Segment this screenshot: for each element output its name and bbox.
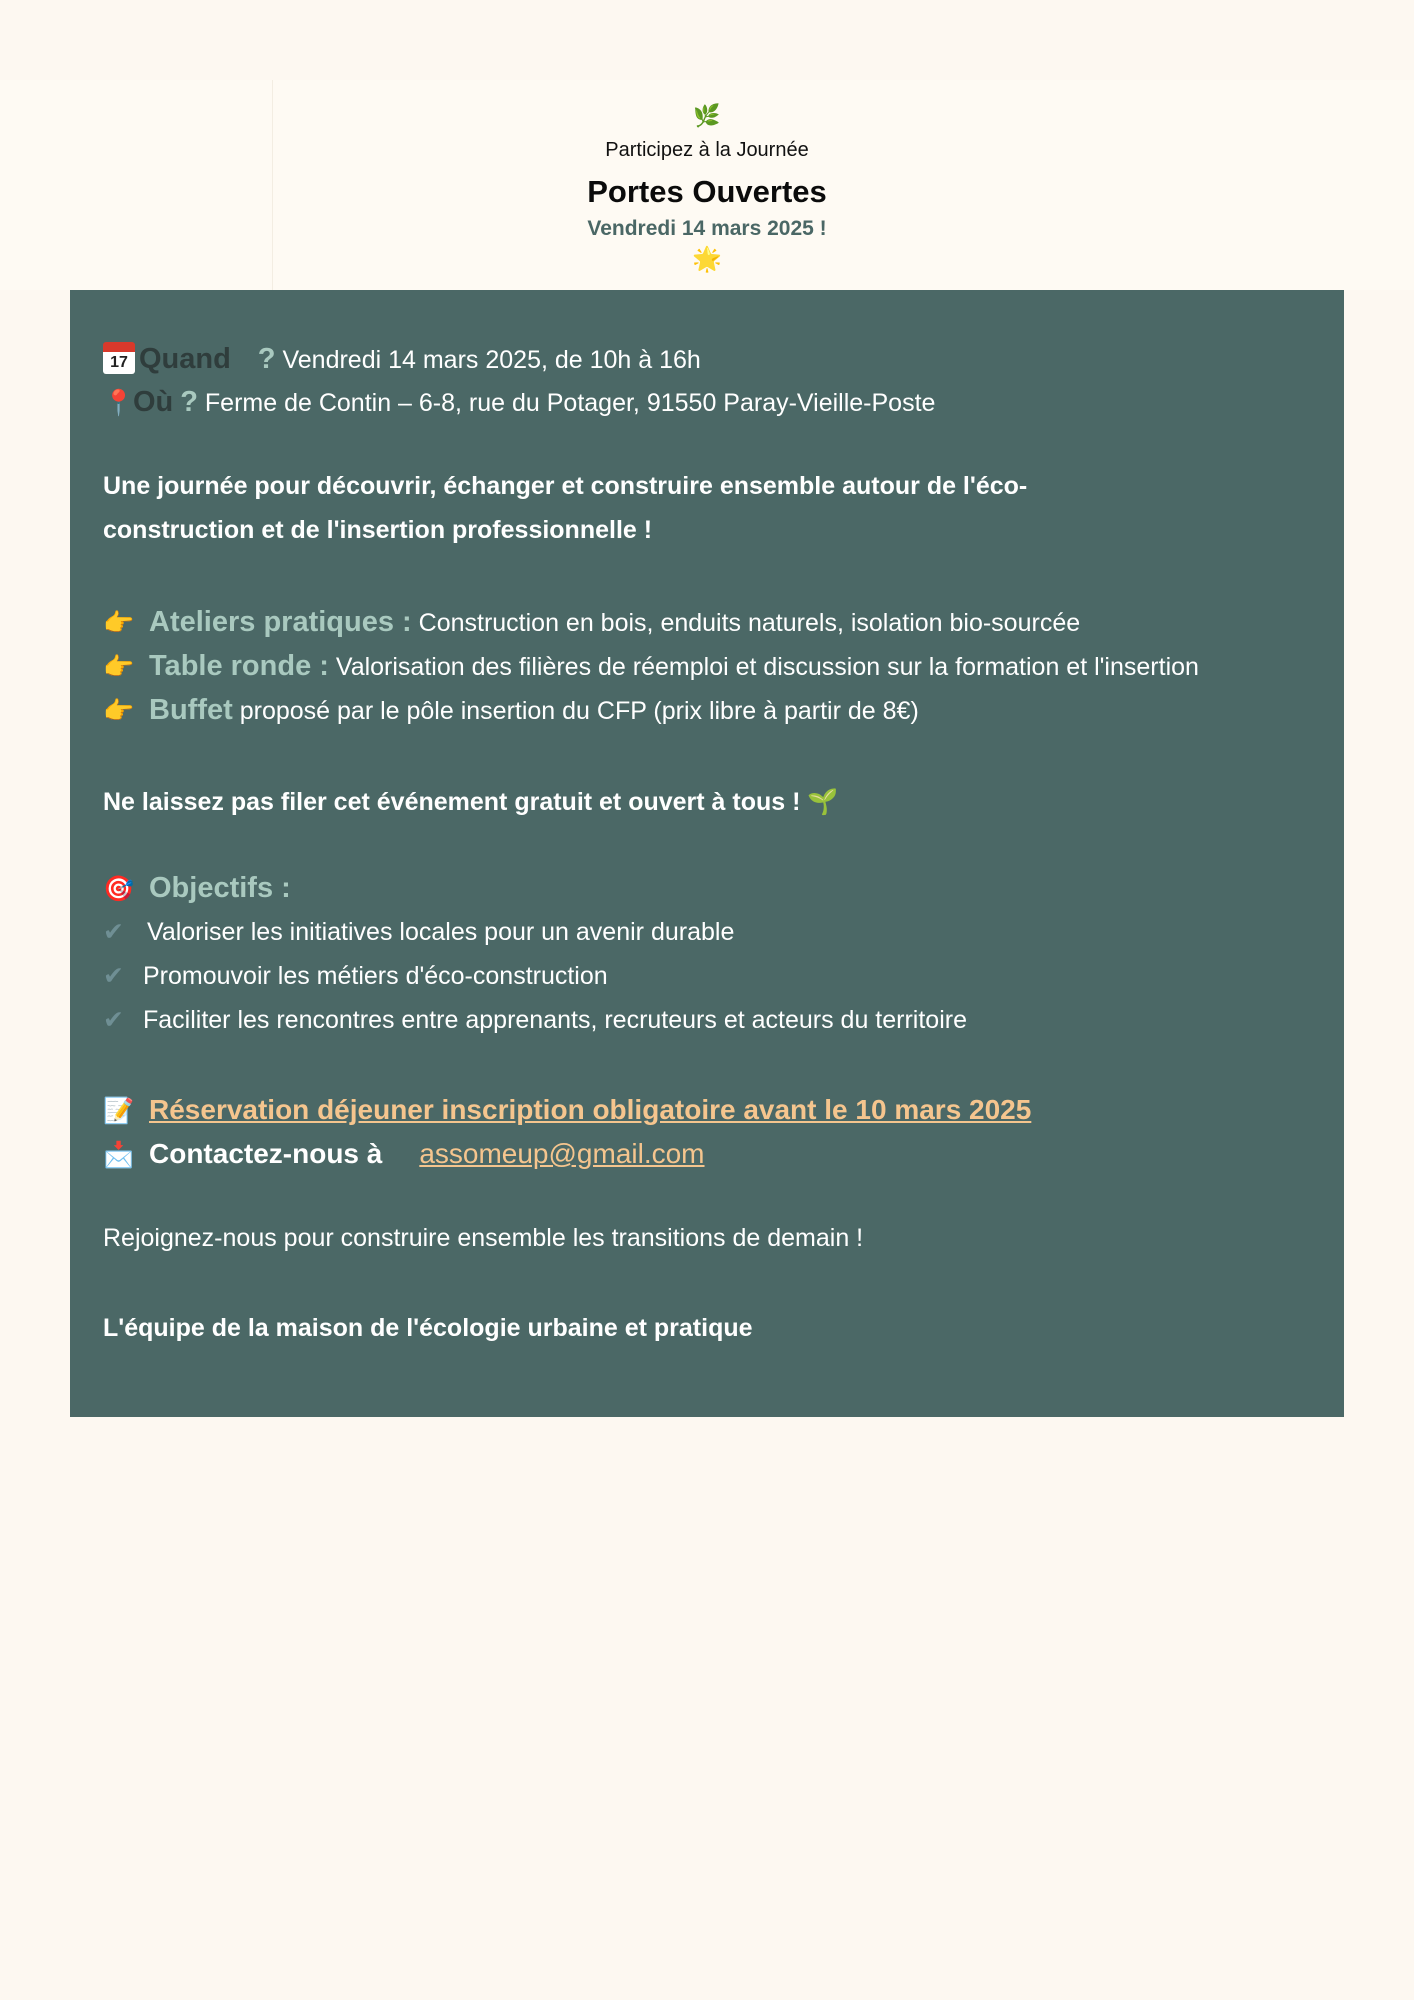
activity-label: Ateliers pratiques : [149, 606, 412, 638]
pointing-hand-icon: 👉 [103, 696, 135, 725]
envelope-icon: 📩 [103, 1140, 135, 1169]
where-line [103, 386, 935, 419]
leaf-icon: 🌿 [693, 103, 721, 128]
free-event-line [103, 780, 843, 824]
check-icon: ✔ [103, 961, 124, 990]
activity-item [103, 606, 1080, 639]
reservation-line [103, 1090, 1031, 1131]
pointing-hand-icon: 👉 [103, 652, 135, 681]
calendar-icon: 17 [103, 342, 135, 374]
objective-item [103, 916, 734, 948]
memo-icon: 📝 [103, 1096, 135, 1125]
intro-line-2: construction et de l'insertion professionnelle ! [103, 516, 653, 544]
email-link[interactable]: assomeup@gmail.com [419, 1138, 705, 1169]
seedling-icon: 🌱 [807, 787, 839, 816]
where-text: Ferme de Contin – 6-8, rue du Potager, 91550 Paray-Vieille-Poste [204, 389, 936, 417]
contact-line [103, 1134, 705, 1175]
activity-item [103, 694, 919, 727]
reservation-link[interactable]: Réservation déjeuner inscription obligatoire avant le 10 mars 2025 [149, 1094, 1032, 1125]
when-question: ? [257, 343, 276, 375]
objective-text: Valoriser les initiatives locales pour un avenir durable [147, 918, 735, 946]
check-icon: ✔ [103, 1005, 124, 1034]
header-left-column [0, 80, 273, 290]
pin-icon: 📍 [103, 388, 135, 417]
objective-item [103, 1004, 967, 1036]
activity-text: Valorisation des filières de réemploi et discussion sur la formation et l'insertion [335, 653, 1199, 681]
objective-text: Faciliter les rencontres entre apprenants, recruteurs et acteurs du territoire [143, 1006, 967, 1034]
activity-text: proposé par le pôle insertion du CFP (prix libre à partir de 8€) [239, 697, 919, 725]
content-panel [70, 290, 1344, 1417]
check-icon: ✔ [103, 917, 124, 946]
pointing-hand-icon: 👉 [103, 608, 135, 637]
sun-icon: 🌟 [692, 246, 722, 273]
signature: L'équipe de la maison de l'écologie urbaine et pratique [103, 1314, 753, 1342]
objective-text: Promouvoir les métiers d'éco-construction [143, 962, 608, 990]
objectives-title: Objectifs : [149, 872, 291, 904]
when-text: Vendredi 14 mars 2025, de 10h à 16h [282, 346, 701, 374]
closing-text: Rejoignez-nous pour construire ensemble les transitions de demain ! [103, 1224, 864, 1252]
page-title: Portes Ouvertes [587, 174, 827, 209]
where-question: ? [180, 386, 198, 418]
free-event-text: Ne laissez pas filer cet événement gratuit et ouvert à tous ! [103, 788, 801, 816]
activity-item [103, 650, 1199, 683]
objective-item [103, 960, 608, 992]
where-label: Où [133, 386, 174, 418]
contact-label: Contactez-nous à [149, 1138, 383, 1169]
header [272, 80, 1142, 290]
header-band [0, 80, 1414, 290]
activity-label: Table ronde : [149, 650, 329, 682]
event-date: Vendredi 14 mars 2025 ! [587, 217, 827, 240]
activity-label: Buffet [149, 694, 233, 726]
when-line [103, 342, 701, 376]
activity-text: Construction en bois, enduits naturels, isolation bio-sourcée [418, 609, 1081, 637]
when-label: Quand [139, 343, 231, 375]
objectives-heading [103, 872, 291, 905]
target-icon: 🎯 [103, 874, 135, 903]
intro-line-1: Une journée pour découvrir, échanger et construire ensemble autour de l'éco- [103, 472, 1028, 500]
header-intro: Participez à la Journée [605, 139, 809, 161]
